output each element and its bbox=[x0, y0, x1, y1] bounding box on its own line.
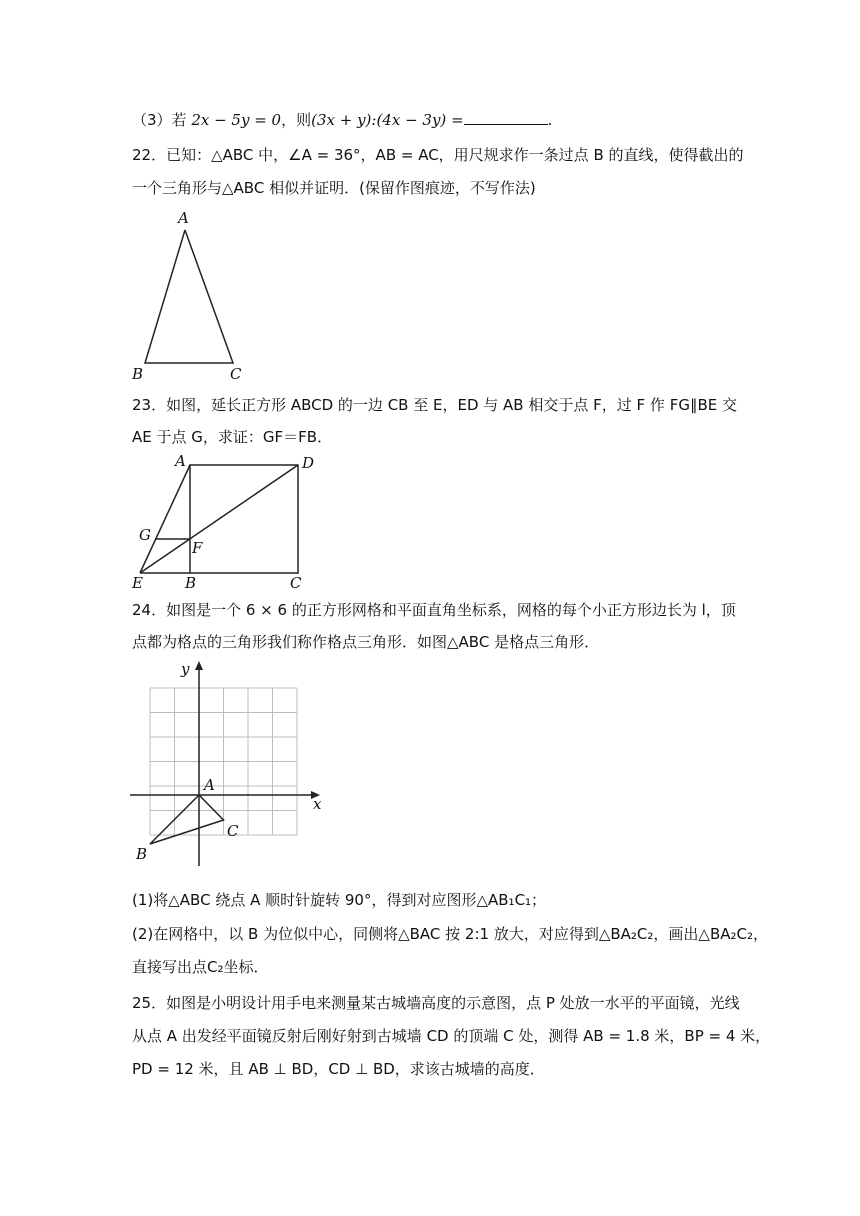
q25-line1: 25．如图是小明设计用手电来测量某古城墙高度的示意图，点 P 处放一水平的平面镜，光线 bbox=[132, 994, 740, 1012]
q22-triangle-figure bbox=[128, 208, 258, 383]
vertex-label-b: B bbox=[185, 574, 197, 592]
axis-label-y: y bbox=[181, 660, 190, 678]
q21-part3-ratio: (3x + y):(4x − 3y) = bbox=[311, 111, 464, 129]
vertex-label-d: D bbox=[302, 454, 315, 472]
q21-part3-mid: ，则 bbox=[281, 111, 312, 129]
q25-line3: PD = 12 米，且 AB ⊥ BD，CD ⊥ BD，求该古城墙的高度． bbox=[132, 1060, 545, 1078]
point-label-f: F bbox=[192, 539, 203, 557]
vertex-label-b: B bbox=[132, 365, 144, 383]
q24-part2-line2: 直接写出点C₂坐标． bbox=[132, 958, 269, 976]
q22-line1: 22．已知：△ABC 中，∠A = 36°，AB = AC，用尺规求作一条过点 B 的直线，使得截出的 bbox=[132, 146, 744, 164]
point-label-b: B bbox=[136, 845, 148, 863]
point-label-a: A bbox=[204, 776, 215, 794]
q23-line1: 23．如图，延长正方形 ABCD 的一边 CB 至 E，ED 与 AB 相交于点 F，过 F 作 FG∥BE 交 bbox=[132, 396, 737, 414]
vertex-label-a: A bbox=[175, 452, 186, 470]
q24-part2-line1: (2)在网格中，以 B 为位似中心，同侧将△BAC 按 2:1 放大，对应得到△BA₂C₂，画出△BA₂C₂， bbox=[132, 925, 768, 943]
q22-line2: 一个三角形与△ABC 相似并证明．(保留作图痕迹，不写作法) bbox=[132, 179, 536, 197]
q24-part1: (1)将△ABC 绕点 A 顺时针旋转 90°，得到对应图形△AB₁C₁； bbox=[132, 891, 547, 909]
grid-lines bbox=[150, 688, 297, 835]
y-axis-arrow-icon bbox=[195, 661, 203, 670]
q21-part3 bbox=[132, 110, 552, 130]
triangle-abc bbox=[145, 230, 233, 363]
point-label-g: G bbox=[139, 526, 151, 544]
vertex-label-c: C bbox=[230, 365, 242, 383]
vertex-label-c: C bbox=[290, 574, 302, 592]
q21-part3-prefix: （3）若 bbox=[132, 111, 192, 129]
square-abcd bbox=[190, 465, 298, 573]
q24-grid-figure bbox=[128, 656, 338, 871]
q25-line2: 从点 A 出发经平面镜反射后刚好射到古城墙 CD 的顶端 C 处，测得 AB = 1.8 米，BP = 4 米， bbox=[132, 1027, 771, 1045]
point-label-e: E bbox=[132, 574, 143, 592]
answer-blank[interactable] bbox=[464, 110, 548, 125]
q21-part3-equation: 2x − 5y = 0 bbox=[191, 111, 282, 129]
axis-label-x: x bbox=[313, 795, 322, 813]
vertex-label-a: A bbox=[178, 209, 189, 227]
q21-part3-suffix: . bbox=[547, 111, 553, 129]
point-label-c: C bbox=[227, 822, 239, 840]
triangle-abc bbox=[150, 795, 224, 844]
segment-ed bbox=[140, 465, 298, 573]
q23-line2: AE 于点 G，求证：GF＝FB． bbox=[132, 428, 333, 446]
q23-square-figure bbox=[130, 450, 330, 610]
q24-line2: 点都为格点的三角形我们称作格点三角形．如图△ABC 是格点三角形． bbox=[132, 633, 600, 651]
q24-line1: 24．如图是一个 6 × 6 的正方形网格和平面直角坐标系，网格的每个小正方形边长为 l，顶 bbox=[132, 601, 736, 619]
